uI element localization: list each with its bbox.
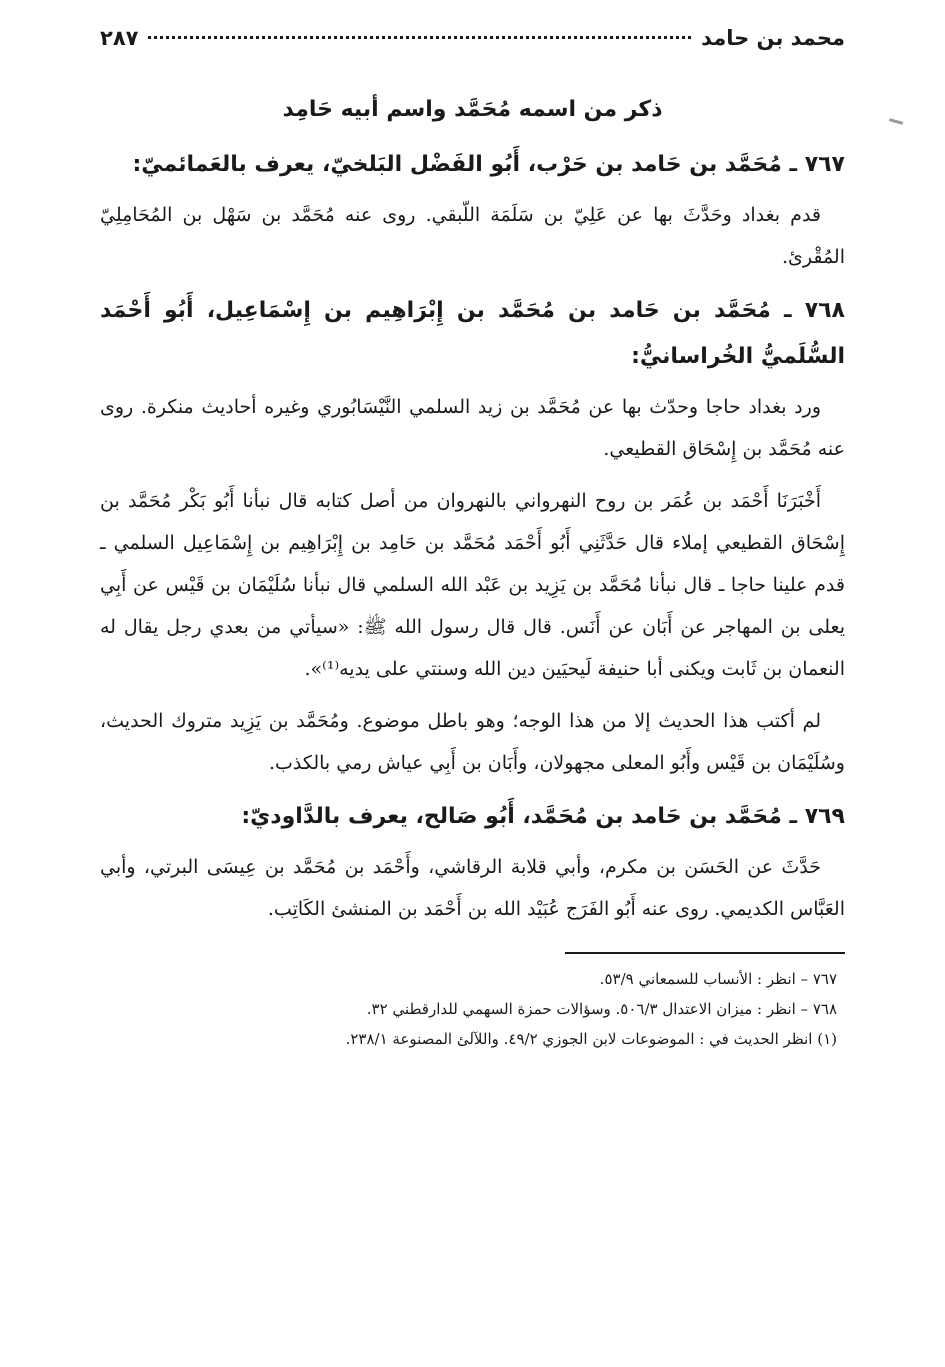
header-dot-leader	[148, 36, 691, 39]
entry-767-paragraph: قدم بغداد وحَدَّثَ بها عن عَلِيّ بن سَلَمَة اللّبقي. روى عنه مُحَمَّد بن سَهْل بن المُحَامِلِيّ المُقْرئ.	[100, 204, 845, 268]
entry-768-hadith-paragraph: أَخْبَرَنَا أَحْمَد بن عُمَر بن روح النهرواني بالنهروان من أصل كتابه قال نبأنا أَبُو بَكْر مُحَمَّد بن إِسْحَاق القطيعي إملاء قال حَدَّثَنِي أَبُو أَحْمَد مُحَمَّد بن حَامِد بن إِبْرَاهِيم بن إِسْمَاعِيل السلمي ـ قدم علينا حاجا ـ قال نبأنا مُحَمَّد بن يَزِيد بن عَبْد الله السلمي قال نبأنا سُلَيْمَان بن قَيْس عن أَبِي يعلى بن المهاجر عن أَبَان عن أَنَس. قال قال رسول الله ﷺ: «سيأتي من بعدي رجل يقال له النعمان بن ثَابت ويكنى أبا حنيفة لَيحيَين دين الله وسنتي على يديه⁽¹⁾».	[100, 490, 845, 680]
entry-heading-769: ٧٦٩ ـ مُحَمَّد بن حَامد بن مُحَمَّد، أَبُو صَالح، يعرف بالدَّاوديّ:	[241, 804, 845, 829]
footnote-767: ٧٦٧ – انظر : الأنساب للسمعاني ٥٣/٩.	[599, 970, 837, 988]
entry-769-paragraph: حَدَّثَ عن الحَسَن بن مكرم، وأبي قلابة الرقاشي، وأَحْمَد بن مُحَمَّد بن عِيسَى البرتي، وأبي العَبَّاس الكديمي. روى عنه أَبُو الفَرَج عُبَيْد الله بن أَحْمَد بن المنشئ الكَاتِب.	[100, 856, 845, 920]
footnote-768: ٧٦٨ – انظر : ميزان الاعتدال ٥٠٦/٣. وسؤالات حمزة السهمي للدارقطني ٣٢.	[366, 1000, 837, 1018]
entry-heading-768: ٧٦٨ ـ مُحَمَّد بن حَامد بن مُحَمَّد بن إِبْرَاهِيم بن إِسْمَاعِيل، أَبُو أَحْمَد السُّلَميُّ الخُراسانيُّ:	[100, 298, 845, 369]
book-page	[100, 18, 845, 1054]
section-title: ذكر من اسمه مُحَمَّد واسم أبيه حَامِد	[282, 97, 663, 122]
entry-768-commentary-paragraph: لم أكتب هذا الحديث إلا من هذا الوجه؛ وهو باطل موضوع. ومُحَمَّد بن يَزِيد متروك الحديث، وسُلَيْمَان بن قَيْس وأَبُو المعلى مجهولان، وأَبَان بن أَبِي عياش رمي بالكذب.	[100, 710, 845, 774]
footnote-1: (١) انظر الحديث في : الموضوعات لابن الجوزي ٤٩/٢. واللآلئ المصنوعة ٢٣٨/١.	[345, 1030, 837, 1048]
running-header	[100, 18, 845, 62]
entry-768-paragraph-1: ورد بغداد حاجا وحدّث بها عن مُحَمَّد بن زيد السلمي النَّيْسَابُوري وغيره أحاديث منكرة. روى عنه مُحَمَّد بن إِسْحَاق القطيعي.	[100, 396, 845, 460]
running-header-title: محمد بن حامد	[701, 26, 845, 50]
scan-speck	[889, 118, 903, 125]
entry-heading-767: ٧٦٧ ـ مُحَمَّد بن حَامد بن حَرْب، أَبُو الفَضْل البَلخيّ، يعرف بالعَمائميّ:	[132, 152, 845, 177]
footnote-separator	[565, 952, 845, 954]
page-number: ٢٨٧	[100, 26, 139, 50]
